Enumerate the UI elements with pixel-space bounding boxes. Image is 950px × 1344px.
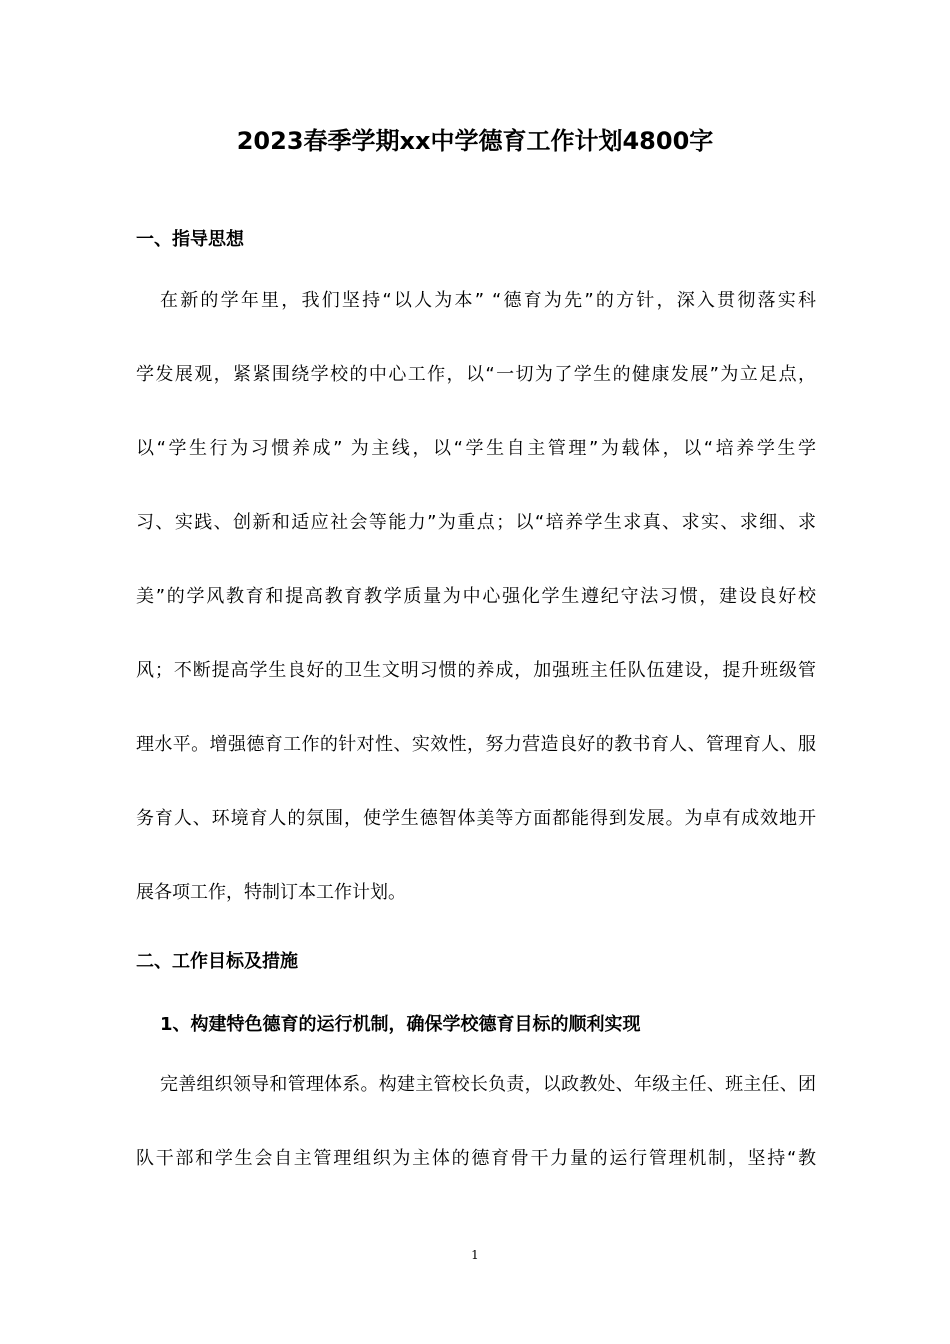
guiding-ideology-paragraph: [136, 264, 816, 930]
section-heading-goals-measures: 二、工作目标及措施: [136, 951, 298, 972]
paragraph-line: 务育人、环境育人的氛围，使学生德智体美等方面都能得到发展。为卓有成效地开: [136, 808, 816, 829]
paragraph-line: 以“学生行为习惯养成” 为主线，以“学生自主管理”为载体，以“培养学生学: [136, 438, 816, 459]
paragraph-line: 理水平。增强德育工作的针对性、实效性，努力营造良好的教书育人、管理育人、服: [136, 734, 816, 755]
paragraph-line: 完善组织领导和管理体系。构建主管校长负责，以政教处、年级主任、班主任、团: [160, 1074, 816, 1095]
mechanism-paragraph: [136, 1048, 816, 1196]
paragraph-line: 展各项工作，特制订本工作计划。: [136, 882, 406, 903]
paragraph-line: 在新的学年里，我们坚持“以人为本” “德育为先”的方针，深入贯彻落实科: [160, 290, 816, 311]
paragraph-line: 习、实践、创新和适应社会等能力”为重点；以“培养学生求真、求实、求细、求: [136, 512, 816, 533]
paragraph-line: 风；不断提高学生良好的卫生文明习惯的养成，加强班主任队伍建设，提升班级管: [136, 660, 816, 681]
paragraph-line: 学发展观，紧紧围绕学校的中心工作，以“一切为了学生的健康发展”为立足点，: [136, 364, 816, 385]
section-heading-guiding-ideology: 一、指导思想: [136, 229, 244, 250]
paragraph-line: 队干部和学生会自主管理组织为主体的德育骨干力量的运行管理机制，坚持“教: [136, 1148, 816, 1169]
subsection-heading-mechanism: 1、构建特色德育的运行机制，确保学校德育目标的顺利实现: [160, 1014, 641, 1035]
page-number: 1: [471, 1248, 479, 1262]
document-title: 2023春季学期xx中学德育工作计划4800字: [236, 127, 714, 155]
paragraph-line: 美”的学风教育和提高教育教学质量为中心强化学生遵纪守法习惯，建设良好校: [136, 586, 816, 607]
